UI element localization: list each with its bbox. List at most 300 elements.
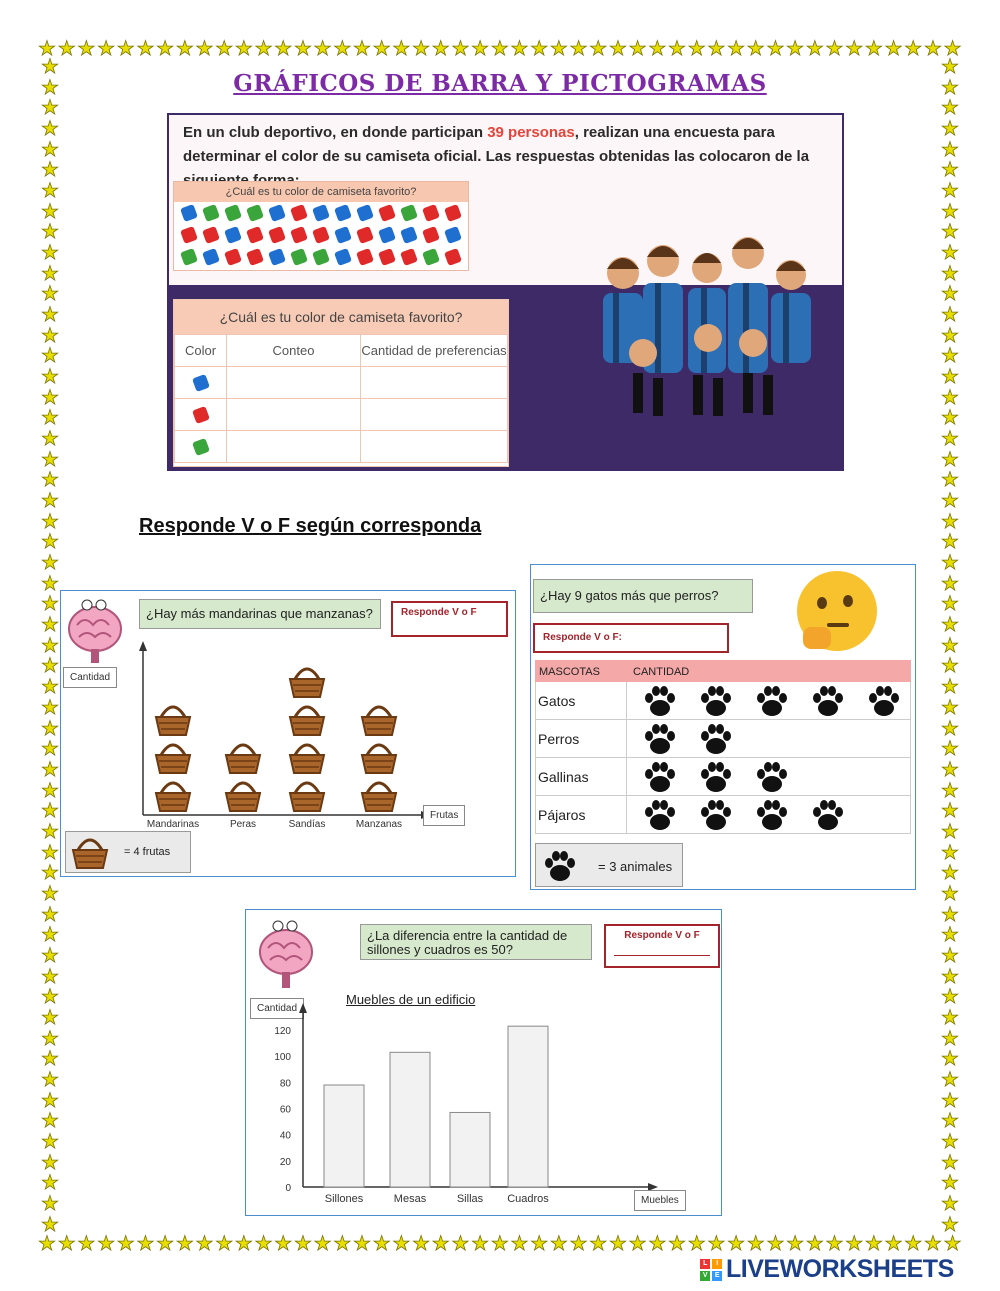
tally-mark-green [290, 248, 308, 266]
star-icon: ★ [41, 488, 59, 513]
tally-mark-blue [268, 204, 286, 222]
star-icon: ★ [941, 756, 959, 781]
star-icon: ★ [941, 343, 959, 368]
star-icon: ★ [589, 36, 608, 60]
star-icon: ★ [392, 1231, 411, 1255]
star-icon: ★ [57, 1231, 76, 1255]
star-icon: ★ [941, 405, 959, 430]
tally-mark-blue [180, 204, 198, 222]
star-icon: ★ [156, 36, 175, 60]
star-icon: ★ [648, 1231, 667, 1255]
star-icon: ★ [41, 756, 59, 781]
tally-mark-red [202, 226, 220, 244]
star-icon: ★ [41, 570, 59, 595]
star-icon: ★ [77, 36, 96, 60]
star-icon: ★ [941, 508, 959, 533]
star-icon: ★ [941, 942, 959, 967]
x-tick-label: Mesas [393, 1193, 427, 1205]
furniture-chart-title: Muebles de un edificio [346, 992, 476, 1007]
basket-icon [153, 739, 193, 777]
star-icon: ★ [41, 260, 59, 285]
star-icon: ★ [941, 550, 959, 575]
star-icon: ★ [77, 1231, 96, 1255]
star-icon: ★ [41, 1170, 59, 1195]
fruits-legend-text: = 4 frutas [124, 846, 171, 858]
preference-cell[interactable] [361, 431, 508, 463]
star-icon: ★ [41, 798, 59, 823]
star-icon: ★ [941, 880, 959, 905]
basket-icon [287, 663, 327, 701]
star-icon: ★ [41, 632, 59, 657]
picks-title: ¿Cuál es tu color de camiseta favorito? [174, 182, 468, 202]
count-table-row [175, 367, 508, 399]
star-icon: ★ [943, 36, 962, 60]
star-icon: ★ [941, 984, 959, 1009]
star-icon: ★ [41, 157, 59, 182]
basket-icon [359, 739, 399, 777]
star-icon: ★ [41, 963, 59, 988]
star-icon: ★ [530, 36, 549, 60]
tally-mark-blue [334, 226, 352, 244]
star-icon: ★ [431, 36, 450, 60]
star-icon: ★ [392, 36, 411, 60]
tally-mark-blue [224, 226, 242, 244]
star-icon: ★ [941, 198, 959, 223]
star-icon: ★ [904, 36, 923, 60]
star-icon: ★ [234, 36, 253, 60]
star-icon: ★ [727, 1231, 745, 1255]
star-icon: ★ [41, 384, 59, 409]
star-icon: ★ [234, 1231, 253, 1255]
star-icon: ★ [941, 1025, 959, 1050]
paw-icon [698, 759, 734, 795]
pet-name: Gallinas [538, 769, 589, 785]
star-icon: ★ [941, 1149, 959, 1174]
tally-mark-red [378, 248, 396, 266]
paw-icon [810, 683, 846, 719]
star-icon: ★ [41, 240, 59, 265]
star-icon: ★ [941, 612, 959, 637]
count-cell[interactable] [227, 431, 361, 463]
star-icon: ★ [175, 1231, 194, 1255]
tally-mark-blue [268, 248, 286, 266]
pets-header-pets: MASCOTAS [539, 666, 600, 678]
star-icon: ★ [845, 1231, 864, 1255]
pets-vf-label: Responde V o F: [543, 632, 622, 643]
y-axis-arrow [299, 1003, 307, 1013]
fruits-pictogram-panel [60, 590, 516, 877]
tally-mark-blue [334, 204, 352, 222]
star-icon: ★ [707, 36, 726, 60]
col-header-count: Conteo [227, 335, 361, 367]
star-icon: ★ [41, 922, 59, 947]
star-icon: ★ [530, 1231, 549, 1255]
star-icon: ★ [941, 674, 959, 699]
star-icon: ★ [41, 302, 59, 327]
star-icon: ★ [353, 1231, 371, 1255]
tally-mark-red [180, 226, 198, 244]
star-icon: ★ [589, 1231, 608, 1255]
bar [390, 1052, 430, 1187]
star-icon: ★ [766, 1231, 785, 1255]
count-table [173, 299, 509, 467]
pet-name: Gatos [538, 693, 576, 709]
star-icon: ★ [41, 426, 59, 451]
star-icon: ★ [471, 36, 490, 60]
tally-mark-blue [400, 226, 418, 244]
count-table-title: ¿Cuál es tu color de camiseta favorito? [174, 300, 508, 334]
star-icon: ★ [941, 529, 959, 554]
star-icon: ★ [215, 1231, 234, 1255]
tally-mark-red [246, 226, 264, 244]
star-icon: ★ [41, 1046, 59, 1071]
pet-name: Pájaros [538, 807, 586, 823]
star-icon: ★ [412, 36, 430, 60]
star-icon: ★ [941, 302, 959, 327]
y-tick-label: 0 [285, 1183, 291, 1194]
brain-mascot-icon [65, 595, 125, 665]
tally-mark-red [422, 226, 440, 244]
star-icon: ★ [41, 1190, 59, 1215]
basket-icon [287, 777, 327, 815]
star-icon: ★ [41, 508, 59, 533]
picks-card [173, 181, 469, 271]
star-icon: ★ [687, 1231, 706, 1255]
paw-icon [754, 759, 790, 795]
tally-mark-green [246, 204, 264, 222]
paw-icon [810, 797, 846, 833]
basket-icon [153, 777, 193, 815]
star-icon: ★ [845, 36, 864, 60]
logo-letter-l: L [700, 1259, 710, 1269]
star-icon: ★ [41, 818, 59, 843]
star-icon: ★ [41, 178, 59, 203]
survey-banner [167, 113, 844, 471]
col-header-color: Color [175, 335, 227, 367]
watermark-text: LIVEWORKSHEETS [726, 1255, 954, 1283]
tally-mark-green [202, 204, 220, 222]
star-icon: ★ [549, 1231, 568, 1255]
row-color-swatch [175, 367, 227, 399]
tally-mark-green [224, 204, 242, 222]
star-icon: ★ [41, 550, 59, 575]
star-icon: ★ [41, 942, 59, 967]
star-icon: ★ [941, 240, 959, 265]
star-icon: ★ [941, 715, 959, 740]
paw-icon [642, 759, 678, 795]
star-icon: ★ [707, 1231, 726, 1255]
star-icon: ★ [628, 1231, 647, 1255]
preference-cell[interactable] [361, 399, 508, 431]
pets-legend-text: = 3 animales [598, 859, 673, 874]
star-icon: ★ [941, 1108, 959, 1133]
tally-mark-green [422, 248, 440, 266]
star-icon: ★ [941, 384, 959, 409]
paw-icon [642, 797, 678, 833]
star-icon: ★ [941, 219, 959, 244]
paw-icon [642, 683, 678, 719]
fruit-category-label: Mandarinas [146, 819, 200, 830]
star-icon: ★ [941, 1087, 959, 1112]
star-icon: ★ [41, 1025, 59, 1050]
paw-icon [642, 721, 678, 757]
star-icon: ★ [941, 1066, 959, 1091]
star-border-left [38, 56, 62, 1234]
star-icon: ★ [41, 1066, 59, 1091]
star-icon: ★ [941, 901, 959, 926]
star-icon: ★ [941, 922, 959, 947]
fruits-question: ¿Hay más mandarinas que manzanas? [139, 599, 381, 629]
star-icon: ★ [97, 36, 115, 60]
tally-mark-red [290, 226, 308, 244]
star-icon: ★ [41, 777, 59, 802]
star-icon: ★ [941, 446, 959, 471]
star-icon: ★ [941, 136, 959, 161]
count-cell[interactable] [227, 367, 361, 399]
star-icon: ★ [41, 322, 59, 347]
tally-mark-red [356, 226, 374, 244]
fruit-category-label: Peras [229, 819, 257, 830]
paw-icon [698, 797, 734, 833]
star-icon: ★ [941, 798, 959, 823]
star-icon: ★ [941, 736, 959, 761]
star-icon: ★ [41, 1087, 59, 1112]
star-icon: ★ [825, 36, 844, 60]
tally-mark-red [224, 248, 242, 266]
star-icon: ★ [746, 36, 765, 60]
furniture-vf-label: Responde V o F [624, 930, 700, 941]
star-icon: ★ [41, 1108, 59, 1133]
star-icon: ★ [41, 674, 59, 699]
y-tick-label: 100 [274, 1052, 291, 1064]
star-icon: ★ [353, 36, 371, 60]
furniture-bar-chart [246, 910, 723, 1217]
y-tick-label: 40 [279, 1130, 291, 1142]
basket-icon [223, 739, 263, 777]
pets-answer-box[interactable] [533, 623, 729, 653]
star-icon: ★ [41, 984, 59, 1009]
star-icon: ★ [41, 529, 59, 554]
star-icon: ★ [805, 1231, 824, 1255]
star-icon: ★ [941, 777, 959, 802]
basket-icon [223, 777, 263, 815]
tally-mark-red [312, 226, 330, 244]
basket-icon [359, 701, 399, 739]
star-icon: ★ [941, 74, 959, 99]
pets-header-count: CANTIDAD [633, 666, 690, 678]
star-icon: ★ [884, 36, 903, 60]
star-icon: ★ [372, 1231, 391, 1255]
star-icon: ★ [941, 653, 959, 678]
star-icon: ★ [451, 1231, 470, 1255]
star-icon: ★ [254, 1231, 273, 1255]
star-icon: ★ [41, 54, 59, 78]
star-icon: ★ [941, 157, 959, 182]
liveworksheets-watermark [700, 1255, 954, 1284]
star-icon: ★ [941, 95, 959, 120]
pets-table-row [535, 796, 911, 834]
pets-question: ¿Hay 9 gatos más que perros? [533, 579, 753, 613]
star-icon: ★ [569, 36, 588, 60]
star-icon: ★ [274, 36, 293, 60]
row-color-swatch [175, 431, 227, 463]
star-icon: ★ [333, 36, 352, 60]
tally-mark-blue [378, 226, 396, 244]
star-icon: ★ [746, 1231, 765, 1255]
liveworksheets-logo-icon [700, 1259, 722, 1281]
tally-mark-red [246, 248, 264, 266]
basket-icon [153, 701, 193, 739]
fruit-category-label: Sandías [288, 819, 326, 830]
star-icon: ★ [668, 1231, 686, 1255]
star-icon: ★ [136, 36, 155, 60]
fruits-x-axis-label: Frutas [423, 805, 465, 826]
star-icon: ★ [941, 1190, 959, 1215]
star-icon: ★ [41, 715, 59, 740]
star-icon: ★ [805, 36, 824, 60]
star-icon: ★ [941, 322, 959, 347]
star-icon: ★ [786, 1231, 805, 1255]
instructions-heading: Responde V o F según corresponda [139, 515, 482, 537]
bar [450, 1112, 490, 1187]
count-table-row [175, 399, 508, 431]
x-tick-label: Sillones [324, 1193, 364, 1205]
star-icon: ★ [766, 36, 785, 60]
star-icon: ★ [941, 1046, 959, 1071]
pets-table-header [535, 660, 911, 682]
preference-cell[interactable] [361, 367, 508, 399]
star-icon: ★ [451, 36, 470, 60]
furniture-x-axis-label: Muebles [634, 1190, 686, 1211]
star-icon: ★ [941, 591, 959, 616]
star-icon: ★ [41, 116, 59, 141]
star-icon: ★ [941, 116, 959, 141]
basket-icon [287, 739, 327, 777]
star-icon: ★ [941, 1004, 959, 1029]
star-icon: ★ [41, 95, 59, 120]
star-icon: ★ [116, 1231, 135, 1255]
tally-mark-red [290, 204, 308, 222]
star-icon: ★ [727, 36, 745, 60]
star-icon: ★ [941, 1170, 959, 1195]
tally-mark-blue [334, 248, 352, 266]
paw-icon [698, 683, 734, 719]
bar [508, 1026, 548, 1187]
star-icon: ★ [41, 446, 59, 471]
pets-table-row [535, 758, 911, 796]
star-icon: ★ [41, 901, 59, 926]
star-icon: ★ [786, 36, 805, 60]
tally-mark-blue [312, 204, 330, 222]
legend-paw-icon [542, 848, 578, 884]
star-icon: ★ [254, 36, 273, 60]
row-color-swatch [175, 399, 227, 431]
star-icon: ★ [941, 1128, 959, 1153]
x-tick-label: Sillas [456, 1193, 484, 1205]
star-icon: ★ [412, 1231, 430, 1255]
star-icon: ★ [628, 36, 647, 60]
star-icon: ★ [941, 260, 959, 285]
star-icon: ★ [41, 839, 59, 864]
pets-legend [535, 843, 683, 887]
star-border-top [38, 36, 962, 60]
star-icon: ★ [372, 36, 391, 60]
star-icon: ★ [941, 818, 959, 843]
star-icon: ★ [490, 1231, 509, 1255]
star-icon: ★ [215, 36, 234, 60]
star-icon: ★ [333, 1231, 352, 1255]
thinking-face-icon [797, 571, 877, 651]
paw-icon [754, 683, 790, 719]
star-icon: ★ [175, 36, 194, 60]
star-icon: ★ [941, 281, 959, 306]
star-icon: ★ [941, 570, 959, 595]
star-icon: ★ [608, 36, 627, 60]
intro-highlight: 39 personas [487, 124, 575, 141]
star-icon: ★ [41, 343, 59, 368]
star-icon: ★ [195, 36, 214, 60]
star-icon: ★ [668, 36, 686, 60]
star-icon: ★ [41, 467, 59, 492]
star-icon: ★ [941, 694, 959, 719]
star-icon: ★ [943, 1231, 962, 1255]
star-icon: ★ [41, 694, 59, 719]
y-tick-label: 60 [279, 1104, 291, 1116]
star-icon: ★ [941, 963, 959, 988]
star-icon: ★ [41, 880, 59, 905]
tally-mark-red [422, 204, 440, 222]
star-icon: ★ [941, 632, 959, 657]
star-icon: ★ [608, 1231, 627, 1255]
star-icon: ★ [864, 1231, 883, 1255]
x-tick-label: Cuadros [507, 1193, 549, 1205]
tally-mark-red [444, 204, 462, 222]
star-icon: ★ [38, 1231, 56, 1255]
tally-mark-red [356, 248, 374, 266]
bar [324, 1085, 364, 1187]
paw-icon [754, 797, 790, 833]
soccer-team-illustration [593, 213, 819, 423]
tally-mark-blue [202, 248, 220, 266]
tally-mark-blue [444, 226, 462, 244]
star-icon: ★ [156, 1231, 175, 1255]
count-cell[interactable] [227, 399, 361, 431]
star-icon: ★ [41, 653, 59, 678]
star-icon: ★ [313, 36, 332, 60]
star-icon: ★ [648, 36, 667, 60]
fruits-vf-label: Responde V o F [401, 607, 477, 618]
star-icon: ★ [57, 36, 76, 60]
fruits-answer-box[interactable] [391, 601, 508, 637]
star-icon: ★ [923, 1231, 942, 1255]
pets-pictogram-panel [530, 564, 916, 890]
star-icon: ★ [825, 1231, 844, 1255]
star-icon: ★ [41, 860, 59, 885]
star-icon: ★ [941, 839, 959, 864]
star-icon: ★ [41, 405, 59, 430]
star-icon: ★ [41, 1004, 59, 1029]
tally-mark-red [268, 226, 286, 244]
tally-mark-red [444, 248, 462, 266]
star-icon: ★ [41, 591, 59, 616]
star-icon: ★ [41, 364, 59, 389]
star-icon: ★ [136, 1231, 155, 1255]
intro-text-a: En un club deportivo, en donde participan [183, 124, 488, 141]
star-icon: ★ [884, 1231, 903, 1255]
star-icon: ★ [471, 1231, 490, 1255]
star-icon: ★ [38, 36, 56, 60]
star-icon: ★ [41, 219, 59, 244]
